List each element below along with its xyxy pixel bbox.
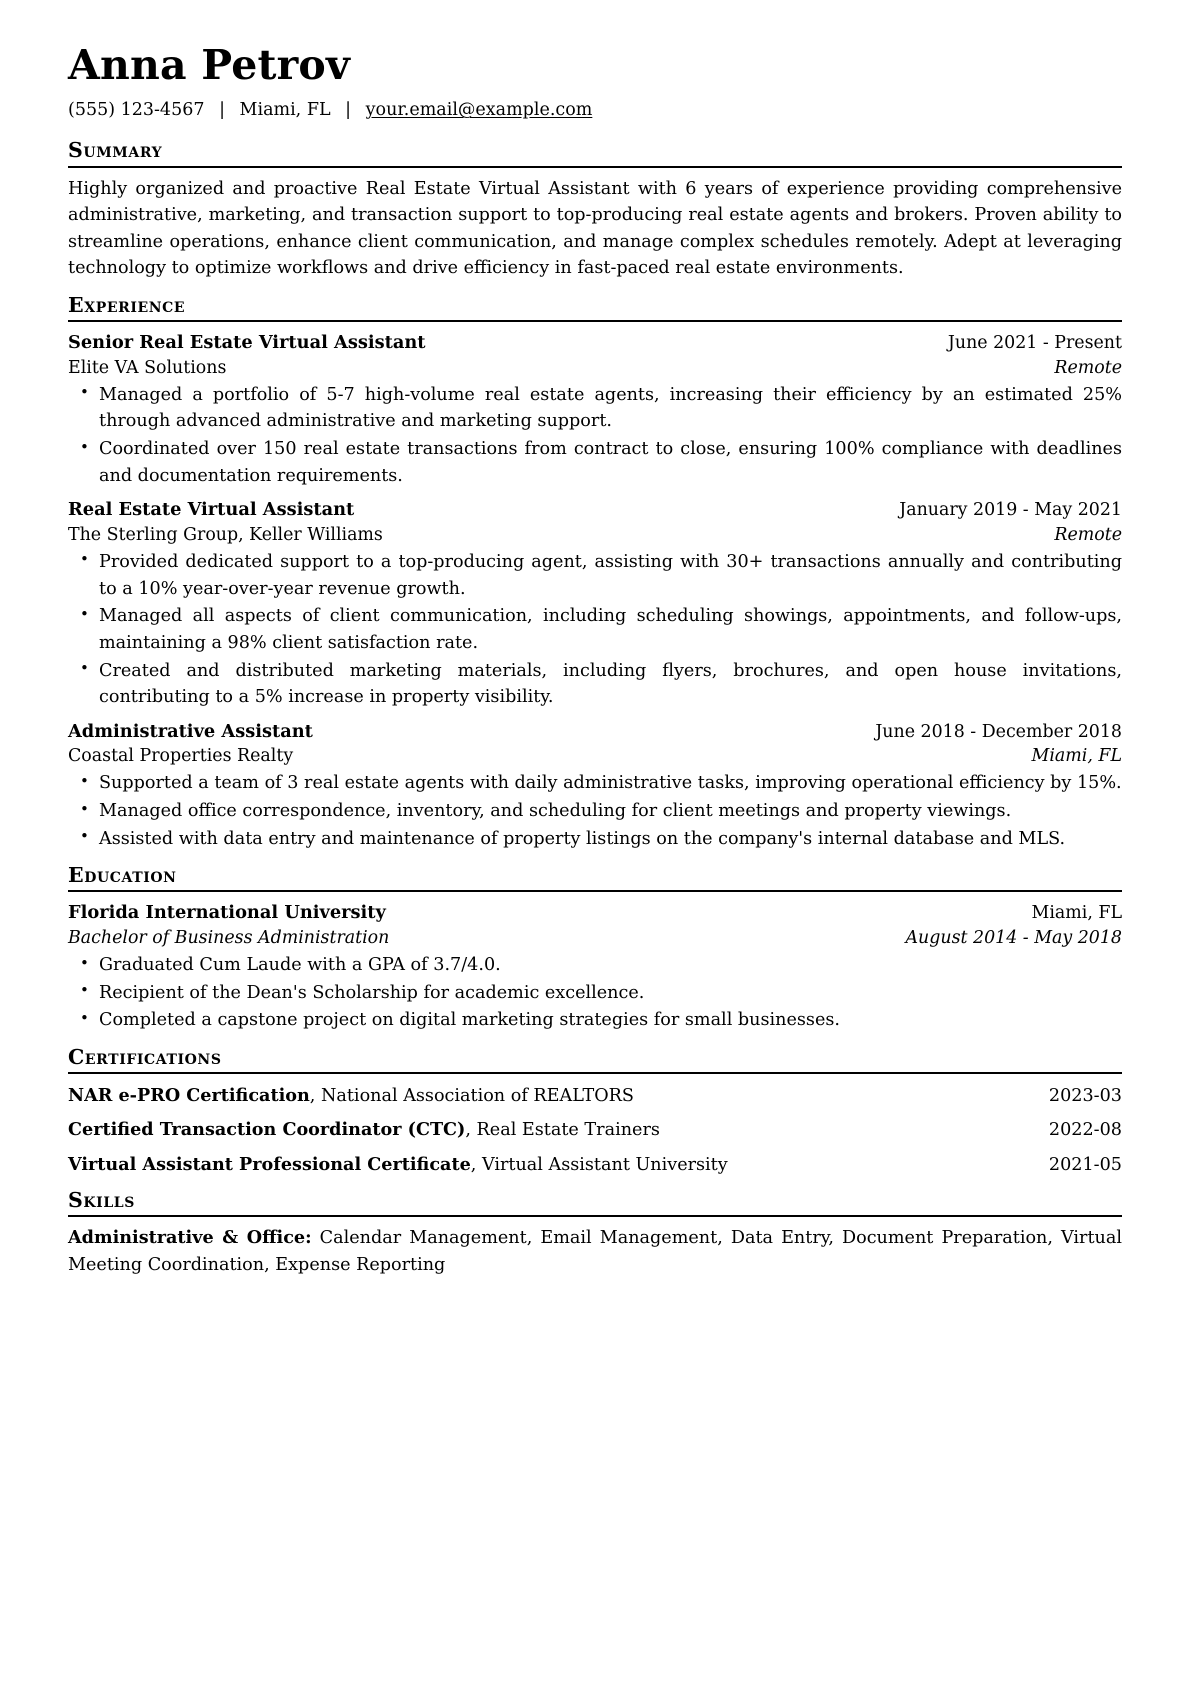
job-organization: Coastal Properties Realty	[68, 746, 294, 767]
section-title-experience: Experience	[68, 293, 186, 318]
certification-row	[68, 1118, 1122, 1142]
certification-issuer: , National Association of REALTORS	[309, 1086, 634, 1107]
education-bullet-list	[68, 952, 1122, 1034]
certification-date: 2023-03	[1048, 1086, 1122, 1107]
degree-name: Bachelor of Business Administration	[68, 928, 390, 949]
resume-header	[68, 41, 1122, 122]
job-bullet: • Managed office correspondence, inventory, and scheduling for client meetings and property viewings.	[68, 798, 1122, 825]
experience-title-row	[68, 498, 1122, 523]
experience-entry	[68, 498, 1122, 710]
certification-issuer: , Real Estate Trainers	[465, 1120, 660, 1141]
certification-date: 2021-05	[1048, 1154, 1122, 1175]
education-bullet: • Recipient of the Dean's Scholarship for academic excellence.	[68, 980, 1122, 1007]
experience-title-row	[68, 331, 1122, 356]
education-school-row	[68, 901, 1122, 926]
job-bullet-list	[68, 770, 1122, 852]
section-rule-certifications	[68, 1072, 1122, 1074]
phone-number: (555) 123-4567	[68, 100, 205, 121]
experience-entry	[68, 720, 1122, 852]
experience-org-row	[68, 356, 1122, 380]
job-organization: Elite VA Solutions	[68, 357, 227, 378]
section-title-summary: Summary	[68, 138, 163, 163]
skill-category-label: Administrative & Office:	[68, 1227, 312, 1249]
job-bullet: • Managed a portfolio of 5-7 high-volume real estate agents, increasing their efficiency by an estimated 25% through advanced administrative and marketing support.	[68, 382, 1122, 435]
job-title: Real Estate Virtual Assistant	[68, 499, 355, 521]
location-text: Miami, FL	[239, 100, 331, 121]
job-bullet: • Coordinated over 150 real estate transactions from contract to close, ensuring 100% compliance with deadlines and documentation requirements.	[68, 436, 1122, 489]
section-rule-experience	[68, 320, 1122, 322]
section-title-education: Education	[68, 863, 177, 888]
section-title-skills: Skills	[68, 1187, 135, 1212]
section-summary	[68, 138, 1122, 282]
job-location: Remote	[1054, 524, 1122, 545]
job-bullet: • Supported a team of 3 real estate agents with daily administrative tasks, improving operational efficiency by 15%.	[68, 770, 1122, 797]
job-bullet: • Created and distributed marketing materials, including flyers, brochures, and open house invitations, contributing to a 5% increase in property visibility.	[68, 658, 1122, 711]
skill-items: Calendar Management, Email Management, Data Entry, Document Preparation, Virtual Meeting Coordination, Expense Reporting	[68, 1228, 1122, 1275]
certification-name: Virtual Assistant Professional Certificate	[68, 1153, 471, 1175]
job-location: Remote	[1054, 357, 1122, 378]
experience-org-row	[68, 523, 1122, 547]
certification-row	[68, 1153, 1122, 1177]
email-link[interactable]: your.email@example.com	[365, 100, 593, 121]
school-location: Miami, FL	[1031, 903, 1122, 924]
job-date: January 2019 - May 2021	[899, 500, 1122, 521]
job-title: Senior Real Estate Virtual Assistant	[68, 332, 426, 354]
contact-separator-1: |	[219, 100, 225, 121]
experience-title-row	[68, 720, 1122, 745]
certification-name: NAR e-PRO Certification	[68, 1085, 310, 1107]
summary-text: Highly organized and proactive Real Estate Virtual Assistant with 6 years of experience providing comprehensive administrative, marketing, and transaction support to top-producing real estate agents and brokers. Proven ability to streamline operations, enhance client communication, and manage complex schedules remotely. Adept at leveraging technology to optimize workflows and drive efficiency in fast-paced real estate environments.	[68, 178, 1122, 279]
section-skills	[68, 1188, 1122, 1278]
contact-separator-2: |	[345, 100, 352, 121]
education-degree-row	[68, 926, 1122, 950]
education-bullet: • Graduated Cum Laude with a GPA of 3.7/4.0.	[68, 952, 1122, 979]
school-name: Florida International University	[68, 902, 386, 924]
job-bullet: • Managed all aspects of client communication, including scheduling showings, appointments, and follow-ups, maintaining a 98% client satisfaction rate.	[68, 603, 1122, 656]
section-experience	[68, 293, 1122, 852]
certification-text	[68, 1084, 634, 1108]
job-title: Administrative Assistant	[68, 720, 313, 742]
contact-line	[68, 100, 1122, 122]
experience-org-row	[68, 744, 1122, 768]
job-bullet: • Assisted with data entry and maintenance of property listings on the company's internal database and MLS.	[68, 826, 1122, 853]
job-date: June 2018 - December 2018	[875, 721, 1122, 742]
certification-text	[68, 1153, 728, 1177]
job-location: Miami, FL	[1031, 746, 1122, 767]
job-bullet-list	[68, 549, 1122, 711]
certification-text	[68, 1118, 660, 1142]
degree-date: August 2014 - May 2018	[905, 928, 1122, 949]
section-rule-education	[68, 890, 1122, 892]
job-organization: The Sterling Group, Keller Williams	[68, 524, 383, 545]
section-rule-summary	[68, 166, 1122, 168]
section-title-certifications: Certifications	[68, 1044, 222, 1069]
job-bullet-list	[68, 382, 1122, 490]
skill-group	[68, 1225, 1122, 1278]
section-certifications	[68, 1045, 1122, 1177]
candidate-name: Anna Petrov	[68, 41, 350, 89]
section-education	[68, 863, 1122, 1034]
education-bullet: • Completed a capstone project on digital marketing strategies for small businesses.	[68, 1007, 1122, 1034]
section-rule-skills	[68, 1215, 1122, 1217]
certification-row	[68, 1084, 1122, 1108]
certification-issuer: , Virtual Assistant University	[470, 1154, 728, 1175]
education-entry	[68, 901, 1122, 1033]
job-bullet: • Provided dedicated support to a top-producing agent, assisting with 30+ transactions annually and contributing to a 10% year-over-year revenue growth.	[68, 549, 1122, 602]
certification-name: Certified Transaction Coordinator (CTC)	[68, 1119, 466, 1141]
experience-entry	[68, 331, 1122, 489]
certification-date: 2022-08	[1048, 1120, 1122, 1141]
job-date: June 2021 - Present	[947, 333, 1122, 354]
